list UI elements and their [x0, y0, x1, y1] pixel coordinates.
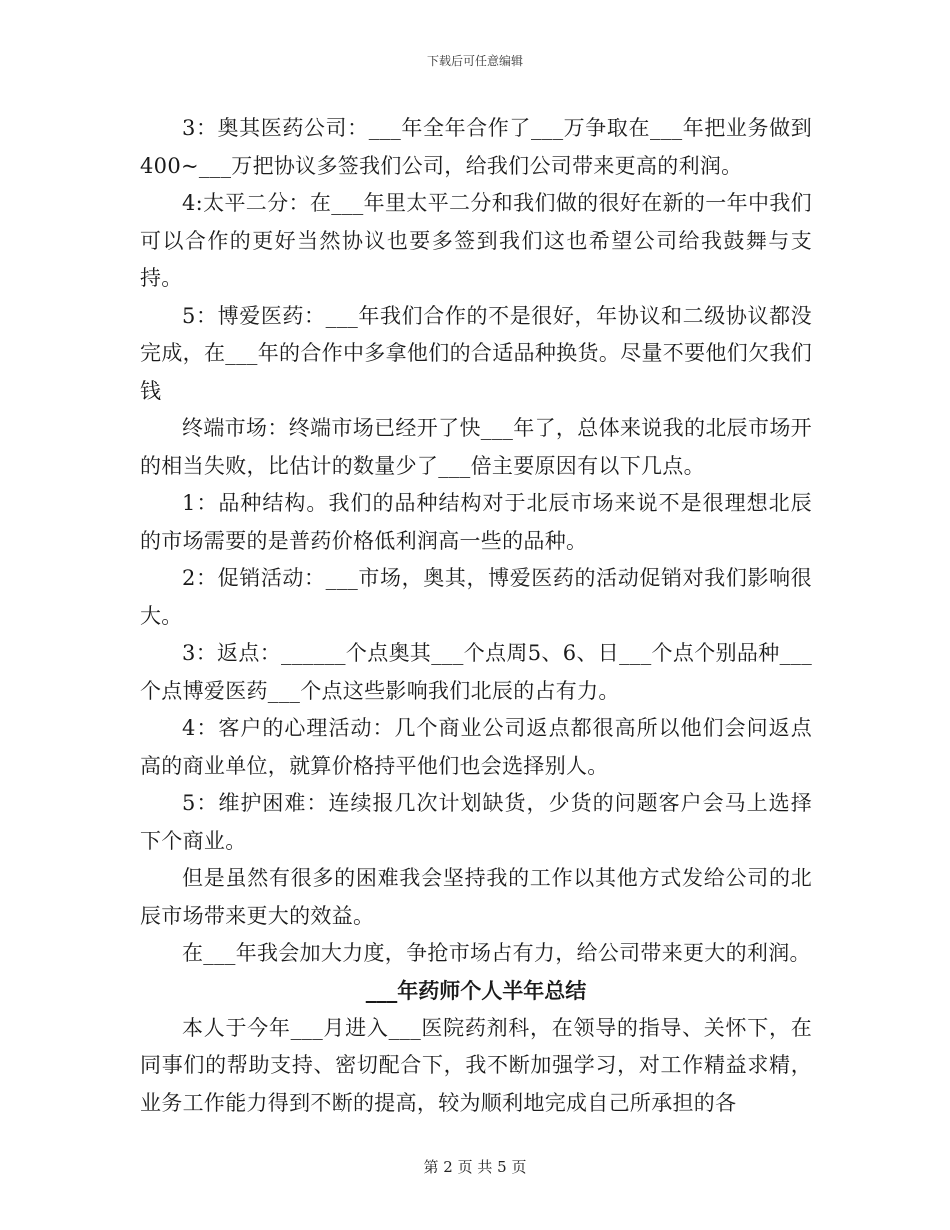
- paragraph: 5：博爱医药：___年我们合作的不是很好，年协议和二级协议都没完成，在___年的合作中多拿他们的合适品种换货。尽量不要他们欠我们钱: [140, 303, 812, 403]
- page-header-note: 下载后可任意编辑: [426, 54, 523, 68]
- page-number: 第 2 页 共 5 页: [423, 1158, 527, 1176]
- document-body: [140, 110, 812, 1122]
- section-title: ___年药师个人半年总结: [365, 978, 587, 1003]
- paragraph: 3：奥其医药公司：___年全年合作了___万争取在___年把业务做到400~___万把协议多签我们公司，给我们公司带来更高的利润。: [140, 116, 812, 178]
- paragraph: 4:太平二分：在___年里太平二分和我们做的很好在新的一年中我们可以合作的更好当然协议也要多签到我们这也希望公司给我鼓舞与支持。: [140, 191, 812, 290]
- paragraph: 5：维护困难：连续报几次计划缺货，少货的问题客户会马上选择下个商业。: [140, 791, 812, 853]
- paragraph: 但是虽然有很多的困难我会坚持我的工作以其他方式发给公司的北辰市场带来更大的效益。: [140, 866, 812, 928]
- paragraph: 本人于今年___月进入___医院药剂科，在领导的指导、关怀下，在同事们的帮助支持、密切配合下，我不断加强学习，对工作精益求精，业务工作能力得到不断的提高，较为顺利地完成自己所承担的各: [140, 1015, 812, 1115]
- paragraph: 在___年我会加大力度，争抢市场占有力，给公司带来更大的利润。: [182, 941, 811, 965]
- paragraph: 4：客户的心理活动：几个商业公司返点都很高所以他们会问返点高的商业单位，就算价格持平他们也会选择别人。: [140, 716, 812, 778]
- paragraph: 2：促销活动：___市场，奥其，博爱医药的活动促销对我们影响很大。: [140, 566, 812, 628]
- paragraph: 终端市场：终端市场已经开了快___年了，总体来说我的北辰市场开的相当失败，比估计的数量少了___倍主要原因有以下几点。: [140, 416, 812, 478]
- paragraph: 1：品种结构。我们的品种结构对于北辰市场来说不是很理想北辰的市场需要的是普药价格低利润高一些的品种。: [140, 491, 812, 553]
- paragraph: 3：返点：______个点奥其___个点周5、6、日___个点个别品种___个点博爱医药___个点这些影响我们北辰的占有力。: [140, 641, 812, 703]
